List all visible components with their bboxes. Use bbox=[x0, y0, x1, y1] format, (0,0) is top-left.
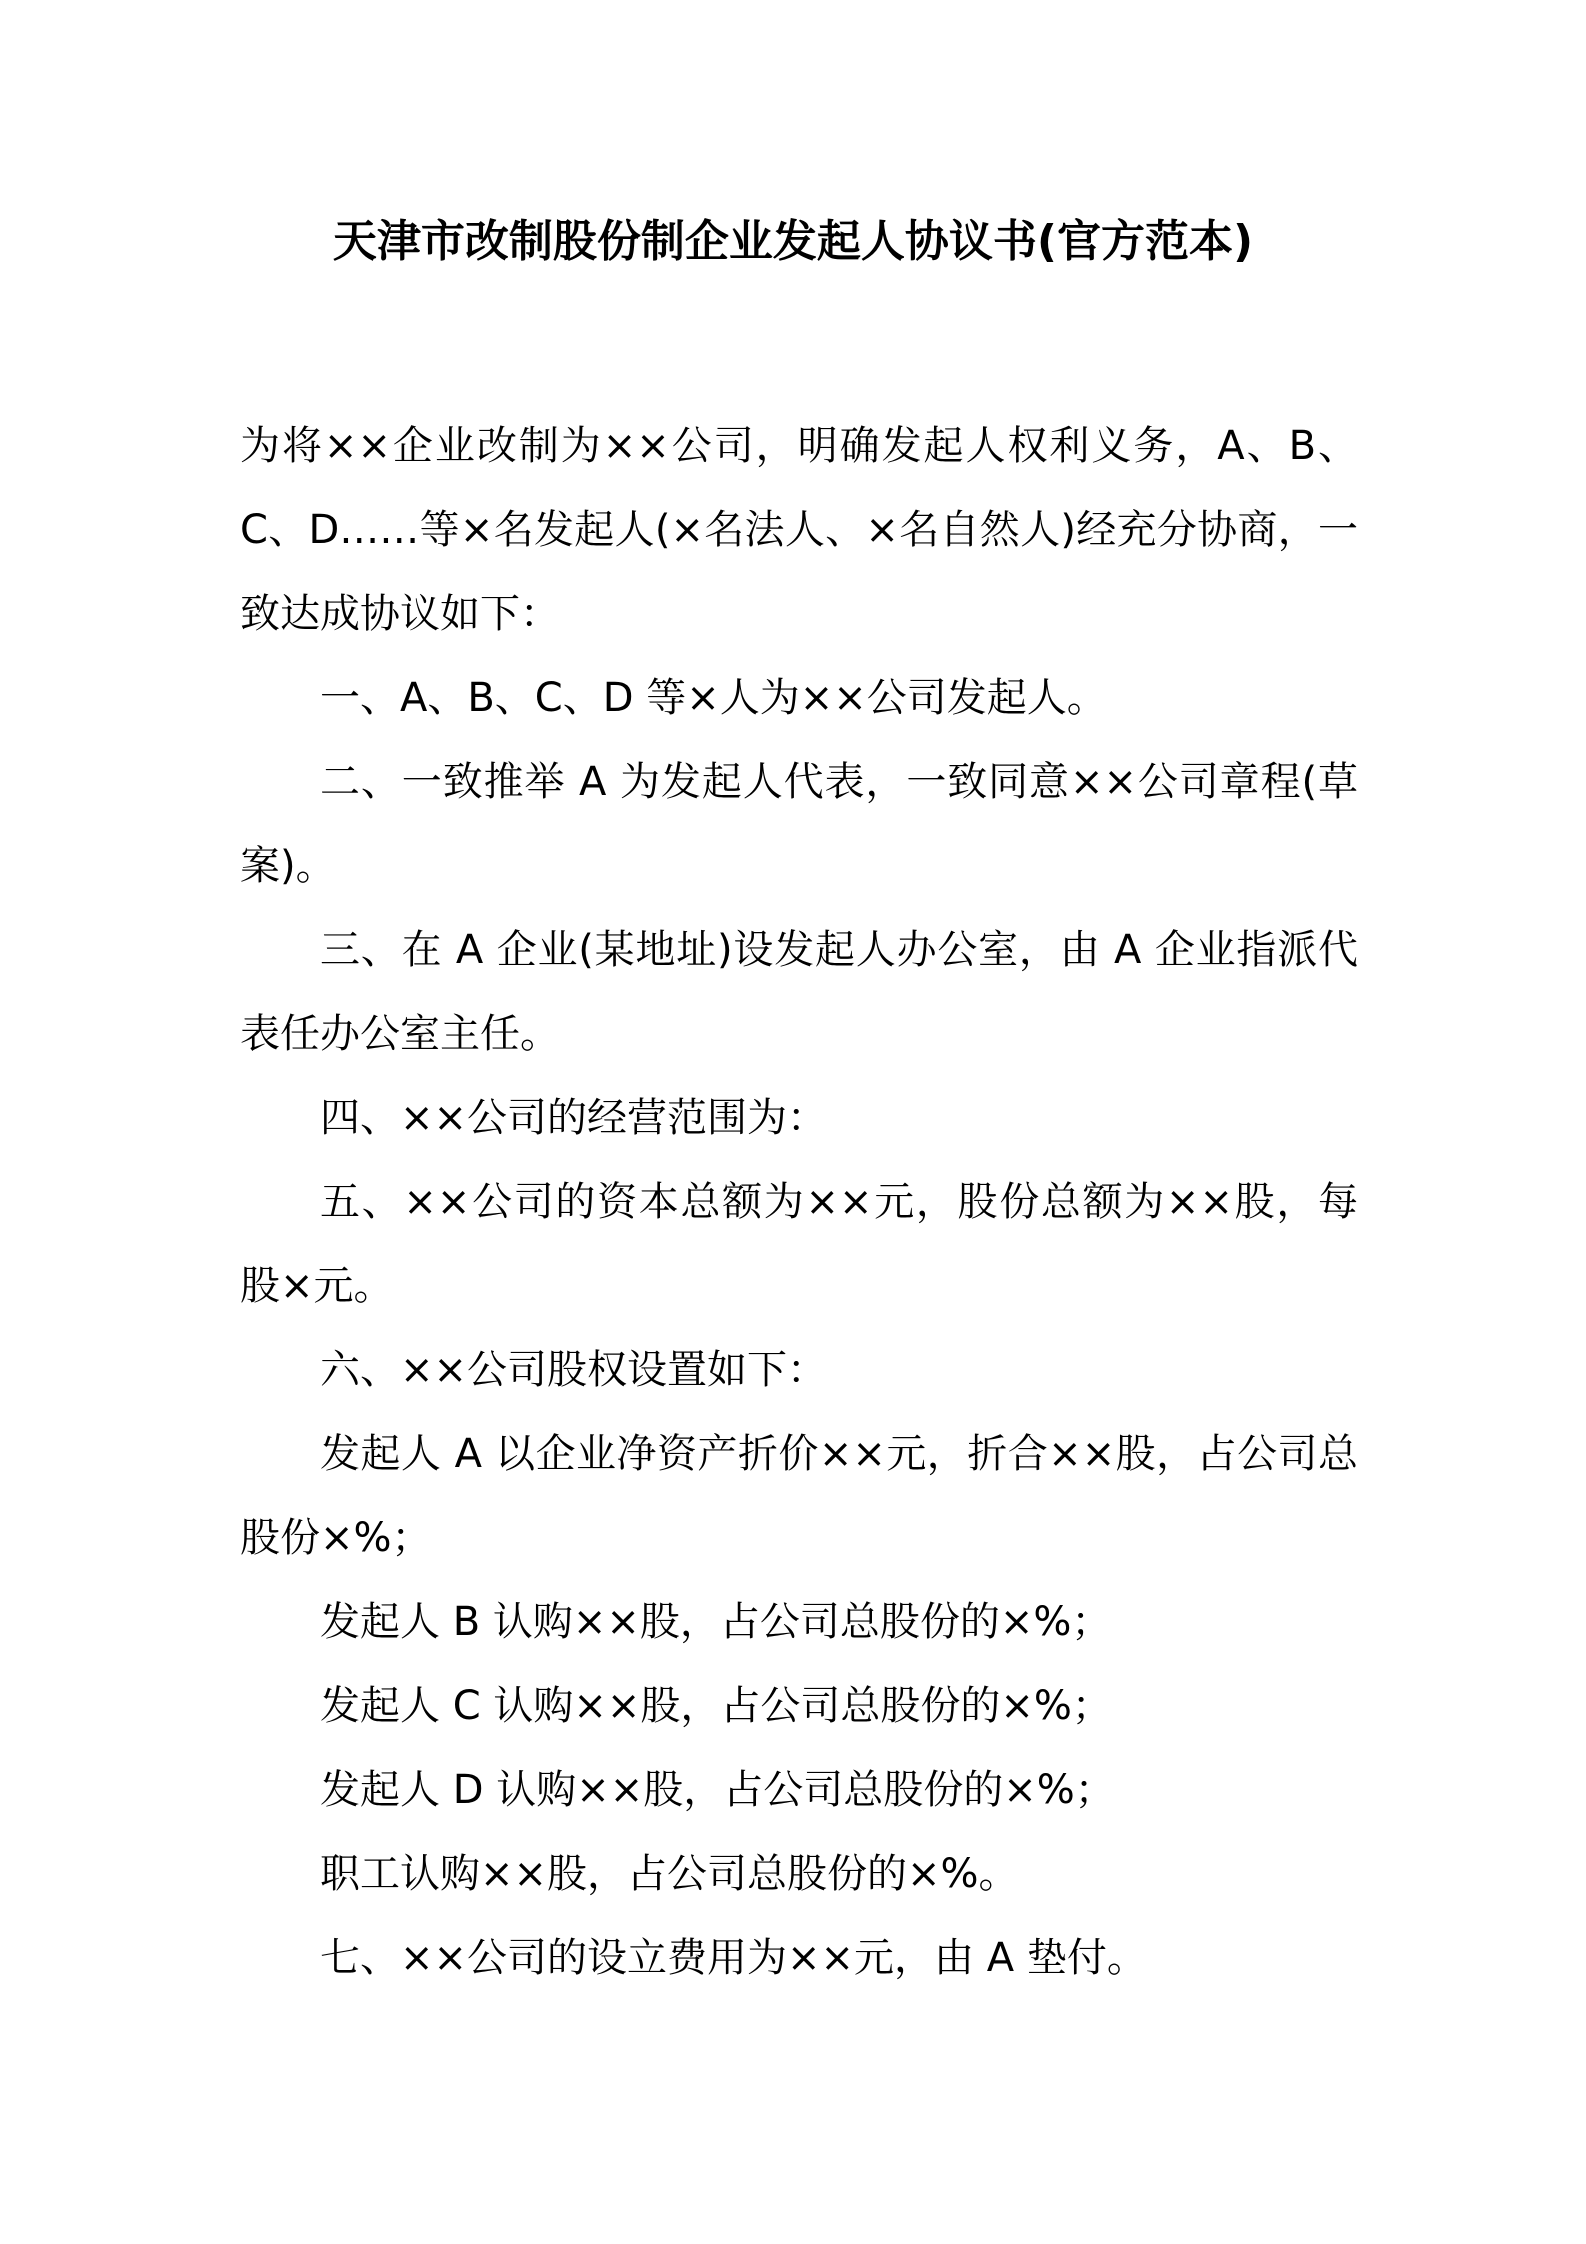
equity-item-founder-a: 发起人 A 以企业净资产折价××元，折合××股，占公司总股份×%； bbox=[240, 1431, 1358, 1561]
equity-item-founder-c: 发起人 C 认购××股，占公司总股份的×%； bbox=[320, 1683, 1112, 1729]
equity-item-founder-d: 发起人 D 认购××股，占公司总股份的×%； bbox=[320, 1767, 1115, 1813]
clause-7-setup-costs: 七、××公司的设立费用为××元，由 A 垫付。 bbox=[320, 1935, 1147, 1981]
clause-2-representative: 二、一致推举 A 为发起人代表，一致同意××公司章程(草案)。 bbox=[240, 759, 1358, 889]
intro-paragraph: 为将××企业改制为××公司，明确发起人权利义务，A、B、C、D……等×名发起人(×名法人、×名自然人)经充分协商，一致达成协议如下： bbox=[240, 423, 1358, 637]
clause-6-equity-structure: 六、××公司股权设置如下： bbox=[320, 1347, 828, 1393]
document-body bbox=[240, 404, 1358, 2000]
clause-4-business-scope: 四、××公司的经营范围为： bbox=[320, 1095, 828, 1141]
clause-3-office: 三、在 A 企业(某地址)设发起人办公室，由 A 企业指派代表任办公室主任。 bbox=[240, 927, 1358, 1057]
document-title: 天津市改制股份制企业发起人协议书(官方范本) bbox=[332, 216, 1254, 267]
clause-5-capital: 五、××公司的资本总额为××元，股份总额为××股，每股×元。 bbox=[240, 1179, 1358, 1309]
clause-1-founders: 一、A、B、C、D 等×人为××公司发起人。 bbox=[320, 675, 1107, 721]
equity-item-employees: 职工认购××股，占公司总股份的×%。 bbox=[320, 1851, 1019, 1897]
equity-item-founder-b: 发起人 B 认购××股，占公司总股份的×%； bbox=[320, 1599, 1112, 1645]
